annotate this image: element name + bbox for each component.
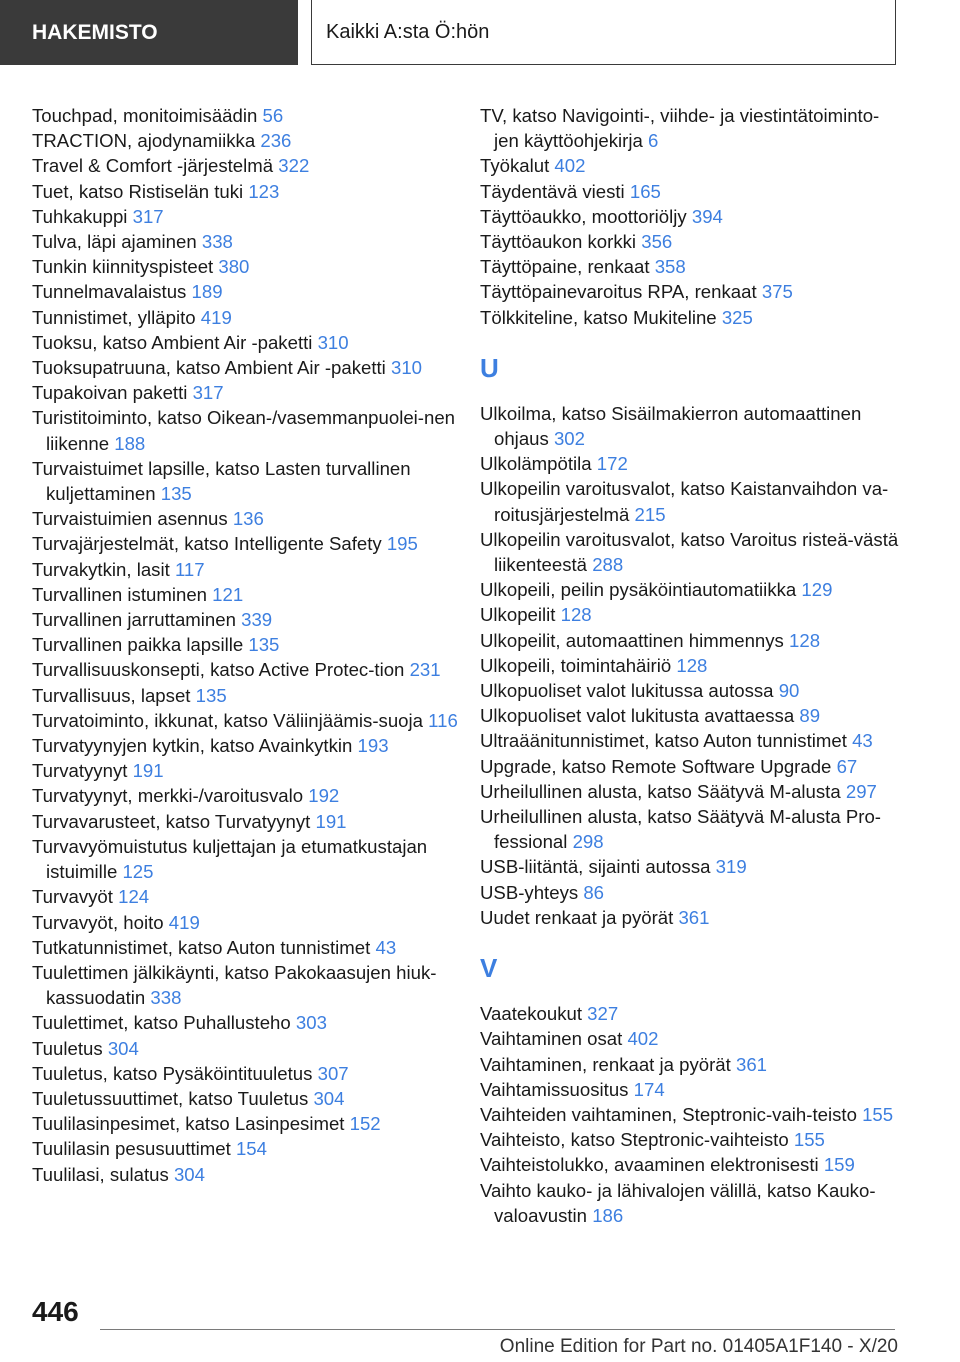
index-entry-text: Täyttöaukko, moottoriöljy bbox=[480, 205, 687, 227]
index-entry bbox=[32, 960, 462, 1010]
index-entry-text: Turvavyömuistutus kuljettajan ja etumatkustajan istuimille bbox=[32, 835, 428, 883]
index-entry-text: USB-yhteys bbox=[480, 881, 579, 903]
page-link[interactable]: 192 bbox=[308, 785, 340, 807]
index-entry bbox=[32, 758, 462, 783]
index-entry bbox=[480, 204, 900, 229]
page-link[interactable]: 128 bbox=[789, 629, 821, 651]
index-entry-text: Vaihtaminen osat bbox=[480, 1028, 623, 1050]
index-entry bbox=[32, 179, 462, 204]
index-entry-text: Tuuletus, katso Pysäköintituuletus bbox=[32, 1062, 313, 1084]
page-link[interactable]: 155 bbox=[793, 1129, 825, 1151]
index-entry-text: Tölkkiteline, katso Mukiteline bbox=[480, 306, 717, 328]
page-link[interactable]: 317 bbox=[132, 205, 164, 227]
index-entry-text: TRACTION, ajodynamiikka bbox=[32, 130, 256, 152]
page-link[interactable]: 121 bbox=[212, 583, 244, 605]
page-link[interactable]: 128 bbox=[560, 604, 592, 626]
page-link[interactable]: 380 bbox=[218, 256, 250, 278]
page-link[interactable]: 304 bbox=[313, 1087, 345, 1109]
index-entry bbox=[480, 476, 900, 526]
page-link[interactable]: 338 bbox=[150, 987, 182, 1009]
index-entry bbox=[32, 330, 462, 355]
index-entry-text: Tupakoivan paketti bbox=[32, 382, 188, 404]
index-entry-text: Vaihteistolukko, avaaminen elektronisesti bbox=[480, 1154, 819, 1176]
index-entry-text: Ulkopuoliset valot lukitussa autossa bbox=[480, 680, 774, 702]
index-entry bbox=[480, 1178, 900, 1228]
page-link[interactable]: 188 bbox=[114, 432, 146, 454]
index-entry bbox=[32, 910, 462, 935]
page-link[interactable]: 361 bbox=[736, 1053, 768, 1075]
index-entry-text: Ulkopeilit bbox=[480, 604, 556, 626]
page-number: 446 bbox=[32, 1296, 79, 1327]
page-link[interactable]: 327 bbox=[587, 1003, 619, 1025]
page-link[interactable]: 304 bbox=[107, 1037, 139, 1059]
index-entry-text: Täyttöpaine, renkaat bbox=[480, 256, 650, 278]
page-link[interactable]: 43 bbox=[375, 936, 397, 958]
index-entry-text: Tuulilasinpesimet, katso Lasinpesimet bbox=[32, 1113, 345, 1135]
index-entry bbox=[32, 279, 462, 304]
index-entry bbox=[32, 1061, 462, 1086]
index-entry-text: Tuhkakuppi bbox=[32, 205, 128, 227]
page-link[interactable]: 135 bbox=[160, 483, 192, 505]
index-entry bbox=[32, 355, 462, 380]
index-entry-text: Upgrade, katso Remote Software Upgrade bbox=[480, 755, 832, 777]
page-link[interactable]: 67 bbox=[836, 755, 858, 777]
index-entry bbox=[32, 405, 462, 455]
index-entry bbox=[480, 779, 900, 804]
index-entry bbox=[32, 1010, 462, 1035]
index-entry bbox=[32, 809, 462, 834]
page-link[interactable]: 402 bbox=[554, 155, 586, 177]
index-entry-text: Turvallisuuskonsepti, katso Active Protec-tion bbox=[32, 659, 405, 681]
index-entry-text: Tunnelmavalaistus bbox=[32, 281, 187, 303]
page-link[interactable]: 125 bbox=[122, 861, 154, 883]
page-link[interactable]: 165 bbox=[629, 180, 661, 202]
page-link[interactable]: 304 bbox=[173, 1163, 205, 1185]
index-entry bbox=[480, 103, 900, 153]
index-entry bbox=[32, 834, 462, 884]
page-link[interactable]: 288 bbox=[592, 554, 624, 576]
index-entry bbox=[32, 1086, 462, 1111]
page-link[interactable]: 191 bbox=[132, 760, 164, 782]
tab-index[interactable]: HAKEMISTO bbox=[0, 0, 298, 65]
index-entry-text: Tuulettimen jälkikäynti, katso Pakokaasujen hiuk-kassuodatin bbox=[32, 961, 437, 1009]
page-link[interactable]: 231 bbox=[409, 659, 441, 681]
index-entry-text: Urheilullinen alusta, katso Säätyvä M-alusta bbox=[480, 780, 841, 802]
index-entry-text: TV, katso Navigointi-, viihde- ja viestintätoiminto-jen käyttöohjekirja bbox=[480, 105, 880, 152]
page-link[interactable]: 174 bbox=[633, 1078, 665, 1100]
index-entry bbox=[480, 754, 900, 779]
page-link[interactable]: 43 bbox=[852, 730, 873, 752]
index-entry-text: Tuulilasin pesusuuttimet bbox=[32, 1138, 231, 1160]
page-link[interactable]: 419 bbox=[200, 306, 232, 328]
section-letter-v: V bbox=[480, 953, 498, 984]
index-entry bbox=[32, 1036, 462, 1061]
page-link[interactable]: 297 bbox=[845, 780, 877, 802]
index-entry bbox=[480, 804, 900, 854]
index-entry-text: Tunnistimet, ylläpito bbox=[32, 306, 196, 328]
index-entry-text: Uudet renkaat ja pyörät bbox=[480, 906, 674, 928]
index-entry bbox=[32, 456, 462, 506]
page-link[interactable]: 358 bbox=[654, 256, 686, 278]
page-link[interactable]: 136 bbox=[232, 508, 264, 530]
index-entry-text: Turvallinen istuminen bbox=[32, 583, 207, 605]
page-link[interactable]: 129 bbox=[801, 579, 833, 601]
index-entry bbox=[32, 531, 462, 556]
page-link[interactable]: 310 bbox=[317, 331, 349, 353]
index-entry bbox=[480, 1102, 900, 1127]
page-link[interactable]: 154 bbox=[235, 1138, 267, 1160]
section-letter-u: U bbox=[480, 352, 499, 383]
index-entry bbox=[480, 602, 900, 627]
page-link[interactable]: 339 bbox=[241, 609, 273, 631]
index-entry-text: Vaihtamissuositus bbox=[480, 1078, 629, 1100]
index-entry-text: Ulkopeili, peilin pysäköintiautomatiikka bbox=[480, 579, 797, 601]
page-link[interactable]: 317 bbox=[192, 382, 224, 404]
index-entry-text: Turvajärjestelmät, katso Intelligente Safety bbox=[32, 533, 382, 555]
page-link[interactable]: 298 bbox=[572, 831, 604, 853]
index-entry bbox=[32, 1162, 462, 1187]
page-link[interactable]: 90 bbox=[778, 680, 800, 702]
index-entry-text: Vaihto kauko- ja lähivalojen välillä, katso Kauko-valoavustin bbox=[480, 1179, 876, 1226]
index-entry-text: Ulkopeilin varoitusvalot, katso Varoitus risteä-västä liikenteestä bbox=[480, 528, 899, 576]
index-entry bbox=[480, 305, 900, 330]
page-link[interactable]: 402 bbox=[627, 1028, 659, 1050]
page-link[interactable]: 152 bbox=[349, 1113, 381, 1135]
index-entry bbox=[32, 506, 462, 531]
index-entry-text: Ulkopeili, toimintahäiriö bbox=[480, 654, 672, 676]
index-entry bbox=[32, 254, 462, 279]
page-link[interactable]: 135 bbox=[248, 634, 280, 656]
index-entry-text: Vaihtaminen, renkaat ja pyörät bbox=[480, 1053, 731, 1075]
page-link[interactable]: 56 bbox=[262, 105, 284, 126]
page-link[interactable]: 419 bbox=[168, 911, 200, 933]
index-entry bbox=[480, 179, 900, 204]
page-link[interactable]: 123 bbox=[248, 180, 280, 202]
page-link[interactable]: 356 bbox=[641, 231, 673, 253]
index-entry bbox=[32, 128, 462, 153]
page-link[interactable]: 195 bbox=[386, 533, 418, 555]
index-entry bbox=[480, 1152, 900, 1177]
index-entry bbox=[480, 229, 900, 254]
index-entry bbox=[480, 401, 900, 451]
page-link[interactable]: 117 bbox=[174, 558, 205, 580]
index-entry bbox=[480, 279, 900, 304]
page-link[interactable]: 307 bbox=[317, 1062, 349, 1084]
index-entry-text: Tuuletussuuttimet, katso Tuuletus bbox=[32, 1087, 309, 1109]
index-list-v bbox=[480, 1001, 900, 1228]
index-entry bbox=[32, 884, 462, 909]
index-entry-text: Turistitoiminto, katso Oikean-/vasemmanpuolei-nen liikenne bbox=[32, 407, 456, 454]
index-list-u bbox=[480, 401, 900, 930]
index-entry bbox=[480, 153, 900, 178]
index-entry bbox=[32, 229, 462, 254]
index-entry-text: Tuoksupatruuna, katso Ambient Air -paketti bbox=[32, 357, 386, 379]
index-entry-text: Tulva, läpi ajaminen bbox=[32, 231, 197, 253]
index-entry bbox=[480, 703, 900, 728]
tab-all-a-to-o[interactable]: Kaikki A:sta Ö:hön bbox=[311, 0, 896, 65]
index-entry bbox=[480, 254, 900, 279]
index-entry-text: Vaihteisto, katso Steptronic-vaihteisto bbox=[480, 1129, 789, 1151]
index-entry bbox=[480, 1026, 900, 1051]
page-link[interactable]: 135 bbox=[195, 684, 227, 706]
index-entry-text: Turvatyynyt, merkki-/varoitusvalo bbox=[32, 785, 304, 807]
index-entry bbox=[32, 607, 462, 632]
page-link[interactable]: 303 bbox=[295, 1012, 327, 1034]
page-link[interactable]: 186 bbox=[592, 1204, 624, 1226]
index-entry bbox=[32, 153, 462, 178]
page-link[interactable]: 128 bbox=[676, 654, 708, 676]
index-entry-text: Vaatekoukut bbox=[480, 1003, 582, 1025]
index-entry bbox=[32, 733, 462, 758]
index-entry-text: Tuulilasi, sulatus bbox=[32, 1163, 169, 1185]
index-entry-text: Vaihteiden vaihtaminen, Steptronic-vaih-teisto bbox=[480, 1103, 857, 1125]
index-entry bbox=[480, 577, 900, 602]
page-link[interactable]: 86 bbox=[583, 881, 605, 903]
index-entry bbox=[32, 935, 462, 960]
index-entry bbox=[32, 380, 462, 405]
index-entry bbox=[32, 103, 462, 128]
index-entry bbox=[480, 1077, 900, 1102]
index-entry bbox=[480, 880, 900, 905]
page-link[interactable]: 172 bbox=[596, 453, 628, 475]
index-entry bbox=[480, 728, 900, 753]
index-entry bbox=[480, 653, 900, 678]
index-entry-text: Tuoksu, katso Ambient Air -paketti bbox=[32, 331, 313, 353]
index-entry bbox=[32, 783, 462, 808]
index-entry-text: Turvakytkin, lasit bbox=[32, 558, 170, 580]
index-entry bbox=[480, 1001, 900, 1026]
page-link[interactable]: 116 bbox=[428, 709, 458, 731]
page-link[interactable]: 6 bbox=[648, 130, 659, 152]
page-link[interactable]: 191 bbox=[315, 810, 347, 832]
index-entry-text: Täydentävä viesti bbox=[480, 180, 625, 202]
index-entry-text: Ulkolämpötila bbox=[480, 453, 592, 475]
index-entry bbox=[480, 854, 900, 879]
index-entry-text: Ulkopuoliset valot lukitusta avattaessa bbox=[480, 705, 795, 727]
index-entry-text: Touchpad, monitoimisäädin bbox=[32, 105, 258, 126]
page-link[interactable]: 236 bbox=[260, 130, 292, 152]
index-entry-text: Travel & Comfort -järjestelmä bbox=[32, 155, 274, 177]
index-column-left bbox=[32, 103, 462, 1187]
page-link[interactable]: 124 bbox=[118, 886, 150, 908]
index-entry-text: Urheilullinen alusta, katso Säätyvä M-alusta Pro-fessional bbox=[480, 806, 881, 853]
page-link[interactable]: 302 bbox=[553, 428, 585, 450]
index-entry bbox=[32, 683, 462, 708]
page-link[interactable]: 375 bbox=[761, 281, 793, 303]
footer-divider bbox=[100, 1329, 895, 1330]
index-entry bbox=[32, 204, 462, 229]
index-entry-text: Ulkopeilit, automaattinen himmennys bbox=[480, 629, 784, 651]
page-link[interactable]: 155 bbox=[862, 1103, 894, 1125]
page-link[interactable]: 319 bbox=[715, 856, 747, 878]
index-entry-text: Tutkatunnistimet, katso Auton tunnistimet bbox=[32, 936, 371, 958]
page-link[interactable]: 215 bbox=[634, 503, 666, 525]
index-entry-text: Täyttöpainevaroitus RPA, renkaat bbox=[480, 281, 757, 303]
index-entry-text: Ultraäänitunnistimet, katso Auton tunnistimet bbox=[480, 730, 847, 752]
index-entry-text: Turvatoiminto, ikkunat, katso Väliinjäämis-suoja bbox=[32, 709, 423, 731]
index-entry bbox=[32, 557, 462, 582]
index-entry bbox=[32, 708, 462, 733]
page-link[interactable]: 189 bbox=[191, 281, 223, 303]
index-entry-text: Tunkin kiinnityspisteet bbox=[32, 256, 214, 278]
index-entry bbox=[480, 1052, 900, 1077]
index-entry-text: Turvatyynyjen kytkin, katso Avainkytkin bbox=[32, 735, 353, 757]
index-entry bbox=[480, 628, 900, 653]
page-link[interactable]: 325 bbox=[721, 306, 753, 328]
index-entry-text: Turvavyöt, hoito bbox=[32, 911, 164, 933]
index-entry-text: Turvaistuimet lapsille, katso Lasten turvallinen kuljettaminen bbox=[32, 457, 411, 505]
page-link[interactable]: 361 bbox=[678, 906, 710, 928]
index-entry-text: Turvaistuimien asennus bbox=[32, 508, 228, 530]
index-column-right bbox=[480, 103, 900, 1228]
index-entry bbox=[480, 905, 900, 930]
page-link[interactable]: 159 bbox=[823, 1154, 855, 1176]
index-entry-text: Tuuletus bbox=[32, 1037, 103, 1059]
index-list-t-continued bbox=[480, 103, 900, 330]
index-entry bbox=[32, 1136, 462, 1161]
index-entry-text: Täyttöaukon korkki bbox=[480, 231, 637, 253]
index-entry bbox=[480, 527, 900, 577]
index-entry bbox=[32, 305, 462, 330]
footer-edition-text: Online Edition for Part no. 01405A1F140 - X/20 bbox=[499, 1336, 898, 1357]
page-link[interactable]: 310 bbox=[391, 357, 423, 379]
index-entry bbox=[480, 1127, 900, 1152]
index-entry-text: Turvallinen paikka lapsille bbox=[32, 634, 244, 656]
index-entry-text: Turvallinen jarruttaminen bbox=[32, 609, 236, 631]
index-entry-text: Ulkoilma, katso Sisäilmakierron automaattinen ohjaus bbox=[480, 402, 862, 450]
index-entry bbox=[32, 632, 462, 657]
index-entry-text: Työkalut bbox=[480, 155, 550, 177]
index-entry bbox=[32, 1111, 462, 1136]
index-entry-text: Turvavarusteet, katso Turvatyynyt bbox=[32, 810, 311, 832]
index-entry bbox=[32, 582, 462, 607]
page-link[interactable]: 193 bbox=[357, 735, 389, 757]
index-entry bbox=[32, 657, 462, 682]
index-entry bbox=[480, 678, 900, 703]
page-link[interactable]: 89 bbox=[799, 705, 821, 727]
page-link[interactable]: 338 bbox=[201, 231, 233, 253]
page-link[interactable]: 394 bbox=[691, 205, 723, 227]
index-entry-text: Tuet, katso Ristiselän tuki bbox=[32, 180, 244, 202]
index-entry-text: Turvatyynyt bbox=[32, 760, 128, 782]
index-entry bbox=[480, 451, 900, 476]
index-entry-text: Turvavyöt bbox=[32, 886, 113, 908]
index-entry-text: Ulkopeilin varoitusvalot, katso Kaistanvaihdon va-roitusjärjestelmä bbox=[480, 478, 889, 525]
page-link[interactable]: 322 bbox=[278, 155, 310, 177]
index-entry-text: USB-liitäntä, sijainti autossa bbox=[480, 856, 711, 878]
index-entry-text: Turvallisuus, lapset bbox=[32, 684, 191, 706]
index-entry-text: Tuulettimet, katso Puhallusteho bbox=[32, 1012, 291, 1034]
